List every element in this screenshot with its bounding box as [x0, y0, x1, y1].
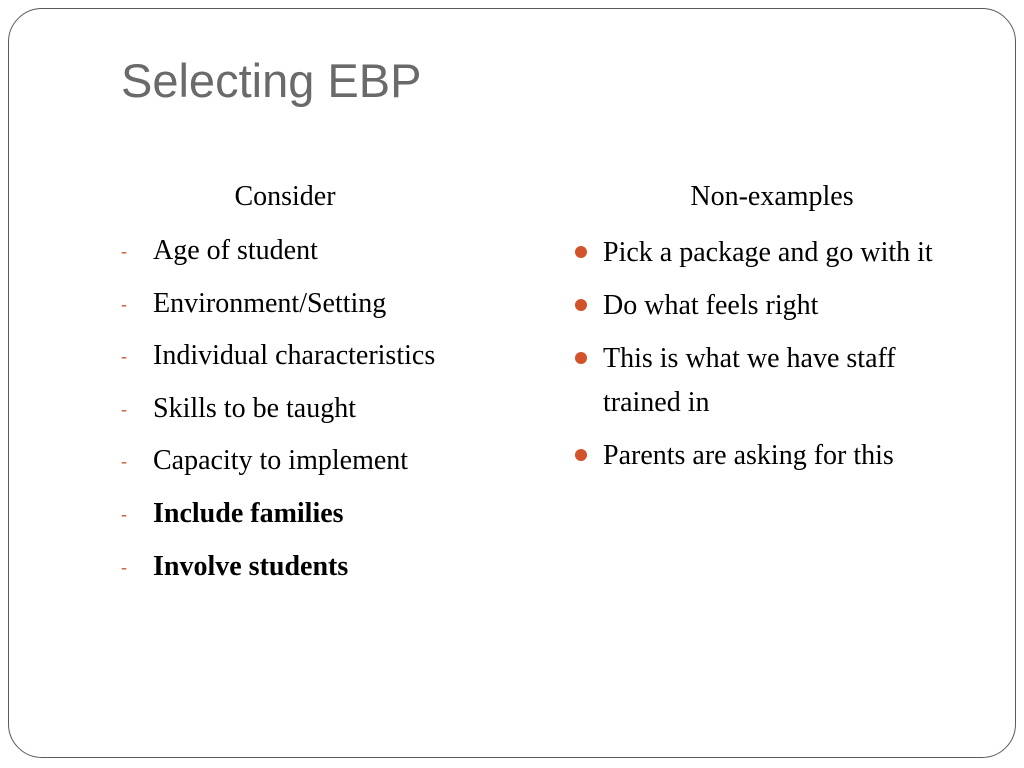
- list-item-text: This is what we have staff trained in: [603, 343, 896, 418]
- dash-bullet-icon: -: [121, 241, 127, 261]
- list-item-text: Capacity to implement: [153, 445, 409, 477]
- non-examples-list: [571, 231, 971, 487]
- consider-heading: Consider: [234, 181, 336, 212]
- list-item-text: Pick a package and go with it: [603, 237, 933, 268]
- dash-bullet-icon: -: [121, 451, 127, 472]
- list-item: [121, 441, 521, 481]
- dash-bullet-icon: -: [121, 556, 127, 577]
- consider-list: [121, 231, 521, 599]
- list-item: [121, 389, 521, 429]
- list-item: [571, 231, 971, 275]
- list-item: [121, 494, 521, 534]
- dot-bullet-icon: [575, 299, 587, 311]
- list-item-text: Individual characteristics: [153, 340, 436, 372]
- dash-bullet-icon: -: [121, 398, 127, 419]
- list-item: [571, 284, 971, 328]
- list-item: [121, 336, 521, 376]
- dash-bullet-icon: -: [121, 346, 127, 367]
- list-item: [121, 231, 521, 271]
- slide-title: Selecting EBP: [121, 54, 422, 107]
- dash-bullet-icon: -: [121, 503, 127, 524]
- list-item: [571, 337, 971, 425]
- dot-bullet-icon: [575, 352, 587, 364]
- list-item-text: Do what feels right: [603, 290, 819, 321]
- dot-bullet-icon: [575, 449, 587, 461]
- list-item-text: Environment/Setting: [153, 287, 387, 319]
- slide: [8, 8, 1016, 758]
- dot-bullet-icon: [575, 246, 587, 258]
- list-item-text: Include families: [153, 497, 344, 529]
- list-item: [571, 434, 971, 478]
- list-item: [121, 284, 521, 324]
- dash-bullet-icon: -: [121, 293, 127, 314]
- list-item-text: Skills to be taught: [153, 392, 356, 424]
- list-item-text: Parents are asking for this: [603, 440, 894, 471]
- list-item-text: Involve students: [153, 550, 349, 582]
- list-item-text: Age of student: [153, 235, 318, 266]
- list-item: [121, 547, 521, 587]
- non-examples-heading: Non-examples: [690, 181, 854, 212]
